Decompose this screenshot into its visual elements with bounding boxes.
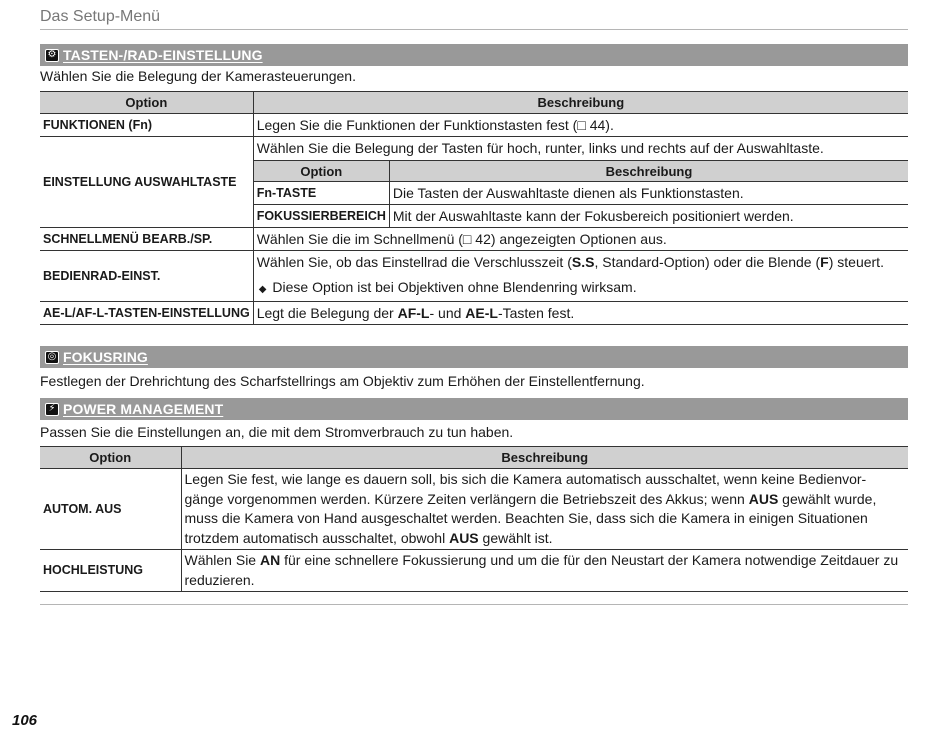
table-row xyxy=(40,469,908,550)
desc-funktionen-fn: Legen Sie die Funktionen der Funktionstasten fest (□ 44). xyxy=(253,114,908,137)
page-number: 106 xyxy=(12,712,38,729)
section-title-power-management: POWER MANAGEMENT xyxy=(63,401,224,417)
section-bar-tasten-rad xyxy=(40,44,908,66)
desc-bedienrad-einst: Wählen Sie, ob das Einstellrad die Verschlusszeit (S.S, Standard-Option) oder die Blende (F) steuert. ◆ Diese Option ist bei Objektiven ohne Blendenring wirksam. xyxy=(253,251,908,302)
inner-option-fokussierbereich: FOKUSSIERBEREICH xyxy=(254,205,390,228)
option-hochleistung: HOCHLEISTUNG xyxy=(40,550,181,592)
desc-hochleistung: Wählen Sie AN für eine schnellere Fokussierung und um die für den Neustart der Kamera notwendige Zeitdauer zu reduzieren. xyxy=(181,550,908,592)
section-intro-power-management: Passen Sie die Einstellungen an, die mit dem Stromverbrauch zu tun haben. xyxy=(40,424,514,440)
section-bar-fokusring xyxy=(40,346,908,368)
section-bar-power-management xyxy=(40,398,908,420)
inner-desc-fn-taste: Die Tasten der Auswahltaste dienen als Funktionstasten. xyxy=(389,182,908,205)
inner-table-row xyxy=(254,182,908,205)
power-icon: ⚡ xyxy=(45,403,59,416)
col-header-option: Option xyxy=(40,92,253,114)
option-autom-aus: AUTOM. AUS xyxy=(40,469,181,550)
desc-ae-l-af-l: Legt die Belegung der AF-L- und AE-L-Tasten fest. xyxy=(253,302,908,325)
desc-auswahltaste-text: Wählen Sie die Belegung der Tasten für hoch, runter, links und rechts auf der Auswahltaste. xyxy=(256,140,824,156)
option-funktionen-fn: FUNKTIONEN (Fn) xyxy=(40,114,253,137)
book-ref-icon: □ xyxy=(462,230,472,247)
col-header-option: Option xyxy=(40,447,181,469)
table-row xyxy=(40,114,908,137)
section-intro-fokusring: Festlegen der Drehrichtung des Scharfstellrings am Objektiv zum Erhöhen der Einstellentfernung. xyxy=(40,373,645,389)
focus-ring-icon: ◎ xyxy=(45,351,59,364)
option-ae-l-af-l: AE-L/AF-L-TASTEN-EINSTELLUNG xyxy=(40,302,253,325)
option-bedienrad-einst: BEDIENRAD-EINST. xyxy=(40,251,253,302)
power-management-table xyxy=(40,446,908,592)
note-icon: ◆ xyxy=(258,284,267,295)
table-row xyxy=(40,550,908,592)
table-row xyxy=(40,251,908,302)
inner-table-row xyxy=(254,205,908,228)
desc-autom-aus: Legen Sie fest, wie lange es dauern soll, bis sich die Kamera automatisch ausschaltet, wenn keine Bedienvor- gänge vorgenommen werden. Kürzere Zeiten verlängern die Betriebszeit des Akkus; wenn AUS gewählt wurde, muss die Kamera von Hand ausgeschaltet werden. Beachten Sie, dass sich die Kamera in einigen Situationen trotzdem automatisch ausschaltet, obwohl AUS gewählt ist. xyxy=(181,469,908,550)
table-row xyxy=(40,302,908,325)
note-text: Diese Option ist bei Objektiven ohne Blendenring wirksam. xyxy=(272,279,637,295)
option-einstellung-auswahltaste: EINSTELLUNG AUSWAHLTASTE xyxy=(40,137,253,228)
settings-icon: ⚙ xyxy=(45,49,59,62)
page-header-title: Das Setup-Menü xyxy=(40,8,161,25)
auswahltaste-inner-table xyxy=(254,160,908,227)
desc-schnellmenue: Wählen Sie die im Schnellmenü (□ 42) angezeigten Optionen aus. xyxy=(253,228,908,251)
col-header-beschreibung: Beschreibung xyxy=(253,92,908,114)
inner-col-header-option: Option xyxy=(254,161,390,182)
page-header xyxy=(40,8,908,30)
inner-option-fn-taste: Fn-TASTE xyxy=(254,182,390,205)
table-row xyxy=(40,228,908,251)
col-header-beschreibung: Beschreibung xyxy=(181,447,908,469)
footer-divider xyxy=(40,604,908,605)
section-title-fokusring: FOKUSRING xyxy=(63,349,148,365)
option-schnellmenue: SCHNELLMENÜ BEARB./SP. xyxy=(40,228,253,251)
section-intro-tasten-rad: Wählen Sie die Belegung der Kamerasteuerungen. xyxy=(40,68,356,84)
tasten-rad-table xyxy=(40,91,908,325)
table-row xyxy=(40,137,908,228)
section-title-tasten-rad: TASTEN-/RAD-EINSTELLUNG xyxy=(63,47,263,63)
book-ref-icon: □ xyxy=(577,116,586,133)
desc-einstellung-auswahltaste xyxy=(253,137,908,228)
inner-desc-fokussierbereich: Mit der Auswahltaste kann der Fokusbereich positioniert werden. xyxy=(392,208,794,224)
inner-col-header-beschreibung: Beschreibung xyxy=(389,161,908,182)
